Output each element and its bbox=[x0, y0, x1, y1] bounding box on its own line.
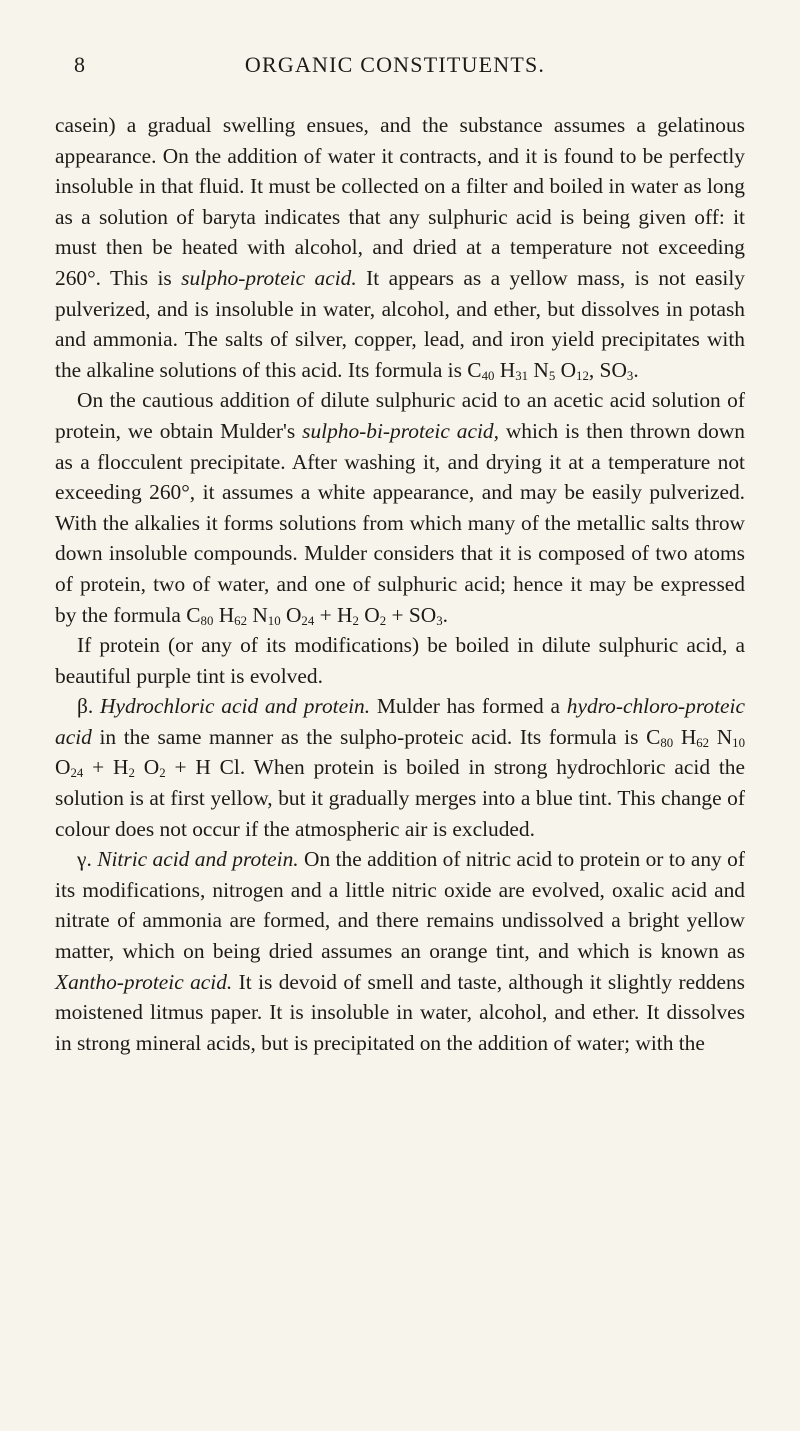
formula-subscript: 3 bbox=[626, 368, 634, 383]
formula-subscript: 2 bbox=[159, 766, 166, 781]
text-run: O bbox=[555, 357, 577, 382]
text-run: O bbox=[280, 602, 302, 627]
text-run: which is then thrown down as a flocculent precipitate. After washing it, and drying it at a temperature not exceeding 260°, it assumes a white appearance, and may be easily pulverized. With the alkalies it forms solutions from which many of the metallic salts throw down insoluble compounds. Mulder considers that it is composed of two atoms of protein, two of water, and one of sulphuric acid; hence it may be expressed by the formula C bbox=[55, 418, 745, 627]
formula-subscript: 62 bbox=[696, 736, 710, 751]
text-run: It is devoid of smell and taste, although it slightly reddens moistened litmus paper. It is insoluble in water, alcohol, and ether. It dissolves in strong mineral acids, but is precipitated on the addition of water; with the bbox=[55, 969, 745, 1055]
text-run: O bbox=[55, 755, 71, 780]
text-run: casein) a gradual swelling ensues, and the substance assumes a gelatinous appearance. On the addition of water it contracts, and it is found to be perfectly insoluble in that fluid. It must be collected on a filter and boiled in water as long as a solution of baryta indicates that any sulphuric acid is being given off: it must then be heated with alcohol, and dried at a temperature not exceeding 260°. This is bbox=[55, 113, 745, 290]
page-number: 8 bbox=[74, 52, 87, 77]
formula-subscript: 12 bbox=[576, 368, 589, 383]
text-run: N bbox=[528, 357, 549, 382]
text-run: N bbox=[709, 724, 733, 749]
italic-term: Hydrochloric acid and protein. bbox=[100, 694, 371, 719]
text-run: β. bbox=[77, 694, 101, 719]
italic-term: sulpho-proteic acid. bbox=[181, 265, 357, 290]
text-run: in the same manner as the sulpho-proteic acid. Its formula is C bbox=[91, 724, 661, 749]
text-run: + H bbox=[314, 602, 353, 627]
text-run: , SO bbox=[588, 357, 627, 382]
italic-term: Nitric acid and protein. bbox=[97, 847, 299, 872]
formula-subscript: 80 bbox=[200, 613, 214, 628]
text-run: Mulder has formed a bbox=[370, 694, 567, 719]
paragraph bbox=[55, 110, 745, 385]
text-run: It appears as a yellow mass, is not easily pulverized, and is insoluble in water, alcohol, and ether, but dissolves in potash and ammonia. The salts of silver, copper, lead, and iron yield precipitates with the alkaline solutions of this acid. Its formula is C bbox=[55, 265, 745, 382]
text-run: O bbox=[134, 755, 160, 780]
formula-subscript: 24 bbox=[70, 766, 84, 781]
formula-subscript: 62 bbox=[234, 613, 247, 628]
text-run: + SO bbox=[386, 602, 437, 627]
text-run: On the cautious addition of dilute sulphuric acid to an acetic acid solution of protein, we obtain Mulder's bbox=[55, 388, 745, 443]
formula-subscript: 80 bbox=[660, 736, 674, 751]
formula-subscript: 24 bbox=[301, 613, 315, 628]
formula-subscript: 31 bbox=[515, 368, 529, 383]
italic-term: Xantho-proteic acid. bbox=[55, 969, 233, 994]
text-run: On the addition of nitric acid to protein or to any of its modifications, nitrogen and a little nitric oxide are evolved, oxalic acid and nitrate of ammonia are formed, and there remains undissolved a bright yellow matter, which on being dried assumes an orange tint, and which is known as bbox=[55, 847, 745, 964]
formula-subscript: 3 bbox=[436, 613, 443, 628]
text-run: . bbox=[442, 602, 448, 627]
formula-subscript: 10 bbox=[732, 736, 745, 751]
text-run: γ. bbox=[77, 847, 98, 872]
text-run: O bbox=[358, 602, 380, 627]
text-run: H bbox=[673, 724, 697, 749]
formula-subscript: 5 bbox=[548, 368, 556, 383]
text-run: N bbox=[247, 602, 268, 627]
formula-subscript: 2 bbox=[379, 613, 387, 628]
italic-term: sulpho-bi-proteic acid, bbox=[302, 418, 499, 443]
running-title: ORGANIC CONSTITUENTS. bbox=[244, 52, 546, 77]
paragraph bbox=[55, 691, 745, 844]
text-run: + H Cl. When protein is boiled in strong hydrochloric acid the solution is at first yellow, but it gradually merges into a blue tint. This change of colour does not occur if the atmospheric air is excluded. bbox=[55, 755, 745, 841]
formula-subscript: 2 bbox=[352, 613, 359, 628]
formula-subscript: 40 bbox=[481, 368, 495, 383]
paragraph bbox=[55, 844, 745, 1058]
text-run: H bbox=[494, 357, 516, 382]
text-run: H bbox=[213, 602, 235, 627]
italic-term: hydro-chloro-proteic acid bbox=[55, 694, 745, 749]
page-header bbox=[52, 52, 738, 82]
body-text bbox=[55, 110, 745, 1058]
text-run: If protein (or any of its modifications) be boiled in dilute sulphuric acid, a beautiful purple tint is evolved. bbox=[55, 633, 745, 688]
text-run: + H bbox=[83, 755, 129, 780]
text-run: . bbox=[633, 357, 639, 382]
paragraph bbox=[55, 630, 745, 691]
formula-subscript: 2 bbox=[128, 766, 135, 781]
formula-subscript: 10 bbox=[267, 613, 281, 628]
paragraph bbox=[55, 385, 745, 630]
